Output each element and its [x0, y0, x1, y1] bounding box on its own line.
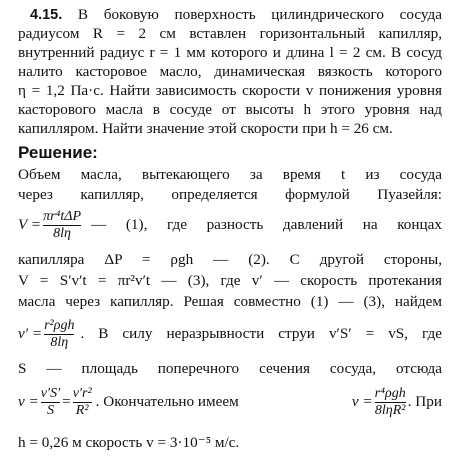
eq2-numerator: r²ρgh [44, 317, 75, 333]
problem-line-6: касторового масла в сосуде от высоты h этого уровня над [18, 101, 442, 118]
eq1-denominator: 8lη [43, 225, 81, 242]
eq1-lhs: V = [18, 216, 42, 233]
eq3-fraction-1 [41, 386, 60, 419]
eq3-denominator-1: S [41, 402, 60, 419]
solution-line-4: капилляра ΔP = ρgh — (2). С другой стороны, [18, 251, 442, 268]
eq2-lhs: v′ = [18, 325, 43, 342]
eq3-text-2: . При [407, 393, 442, 410]
eq3-denominator-3: 8lηR² [374, 402, 406, 418]
eq3-denominator-2: R² [73, 402, 92, 419]
problem-line-5: η = 1,2 Па·с. Найти зависимость скорости v понижения уровня [18, 82, 442, 99]
solution-line-2: через капилляр, определяется формулой Пуазейля: [18, 186, 442, 203]
eq3-lhs: v = [18, 393, 39, 410]
solution-last-line: h = 0,26 м скорость v = 3·10⁻⁵ м/с. [18, 434, 240, 451]
eq3-equals: = [62, 393, 71, 410]
eq2-fraction [44, 318, 74, 351]
eq3-numerator-3: r⁴ρgh [374, 385, 406, 401]
problem-number: 4.15. [30, 7, 63, 23]
problem-line-4: налито касторовое масло, динамическая вязкость которого [18, 63, 442, 80]
equation-3-line [18, 380, 442, 424]
eq3-numerator-1: v′S′ [40, 385, 61, 401]
eq2-text: . В силу неразрывности струи v′S′ = vS, где [80, 325, 442, 342]
problem-line-1 [30, 6, 442, 24]
eq3-text-1: . Окончательно имеем [95, 393, 239, 410]
solution-line-6: масла через капилляр. Решая совместно (1) — (3), найдем [18, 293, 442, 310]
eq1-fraction [43, 209, 81, 242]
eq3-lhs-2: v = [351, 393, 373, 410]
eq3-fraction-2 [73, 386, 92, 419]
problem-line-3: внутренний радиус r = 1 мм которого и длина l = 2 см. В сосуд [18, 44, 442, 61]
eq1-text: — (1), где разность давлений на концах [91, 216, 442, 233]
solution-line-8: S — площадь поперечного сечения сосуда, отсюда [18, 360, 442, 377]
problem-line-7: капилляром. Найти значение этой скорости при h = 26 см. [18, 120, 393, 137]
eq3-numerator-2: v′r² [72, 385, 92, 401]
equation-2-line [18, 314, 442, 354]
problem-text-1: В боковую поверхность цилиндрического сосуда [77, 6, 443, 23]
solution-line-1: Объем масла, вытекающего за время t из сосуда [18, 166, 442, 183]
solution-line-5: V = S′v′t = πr²v′t — (3), где v′ — скорость протекания [18, 272, 442, 289]
eq1-numerator: πr⁴tΔP [43, 208, 82, 224]
eq2-denominator: 8lη [44, 334, 74, 351]
equation-1-line [18, 205, 442, 245]
solution-heading: Решение: [18, 143, 98, 162]
eq3-fraction-3 [375, 386, 406, 419]
problem-line-2: радиусом R = 2 см вставлен горизонтальный капилляр, [18, 25, 442, 42]
